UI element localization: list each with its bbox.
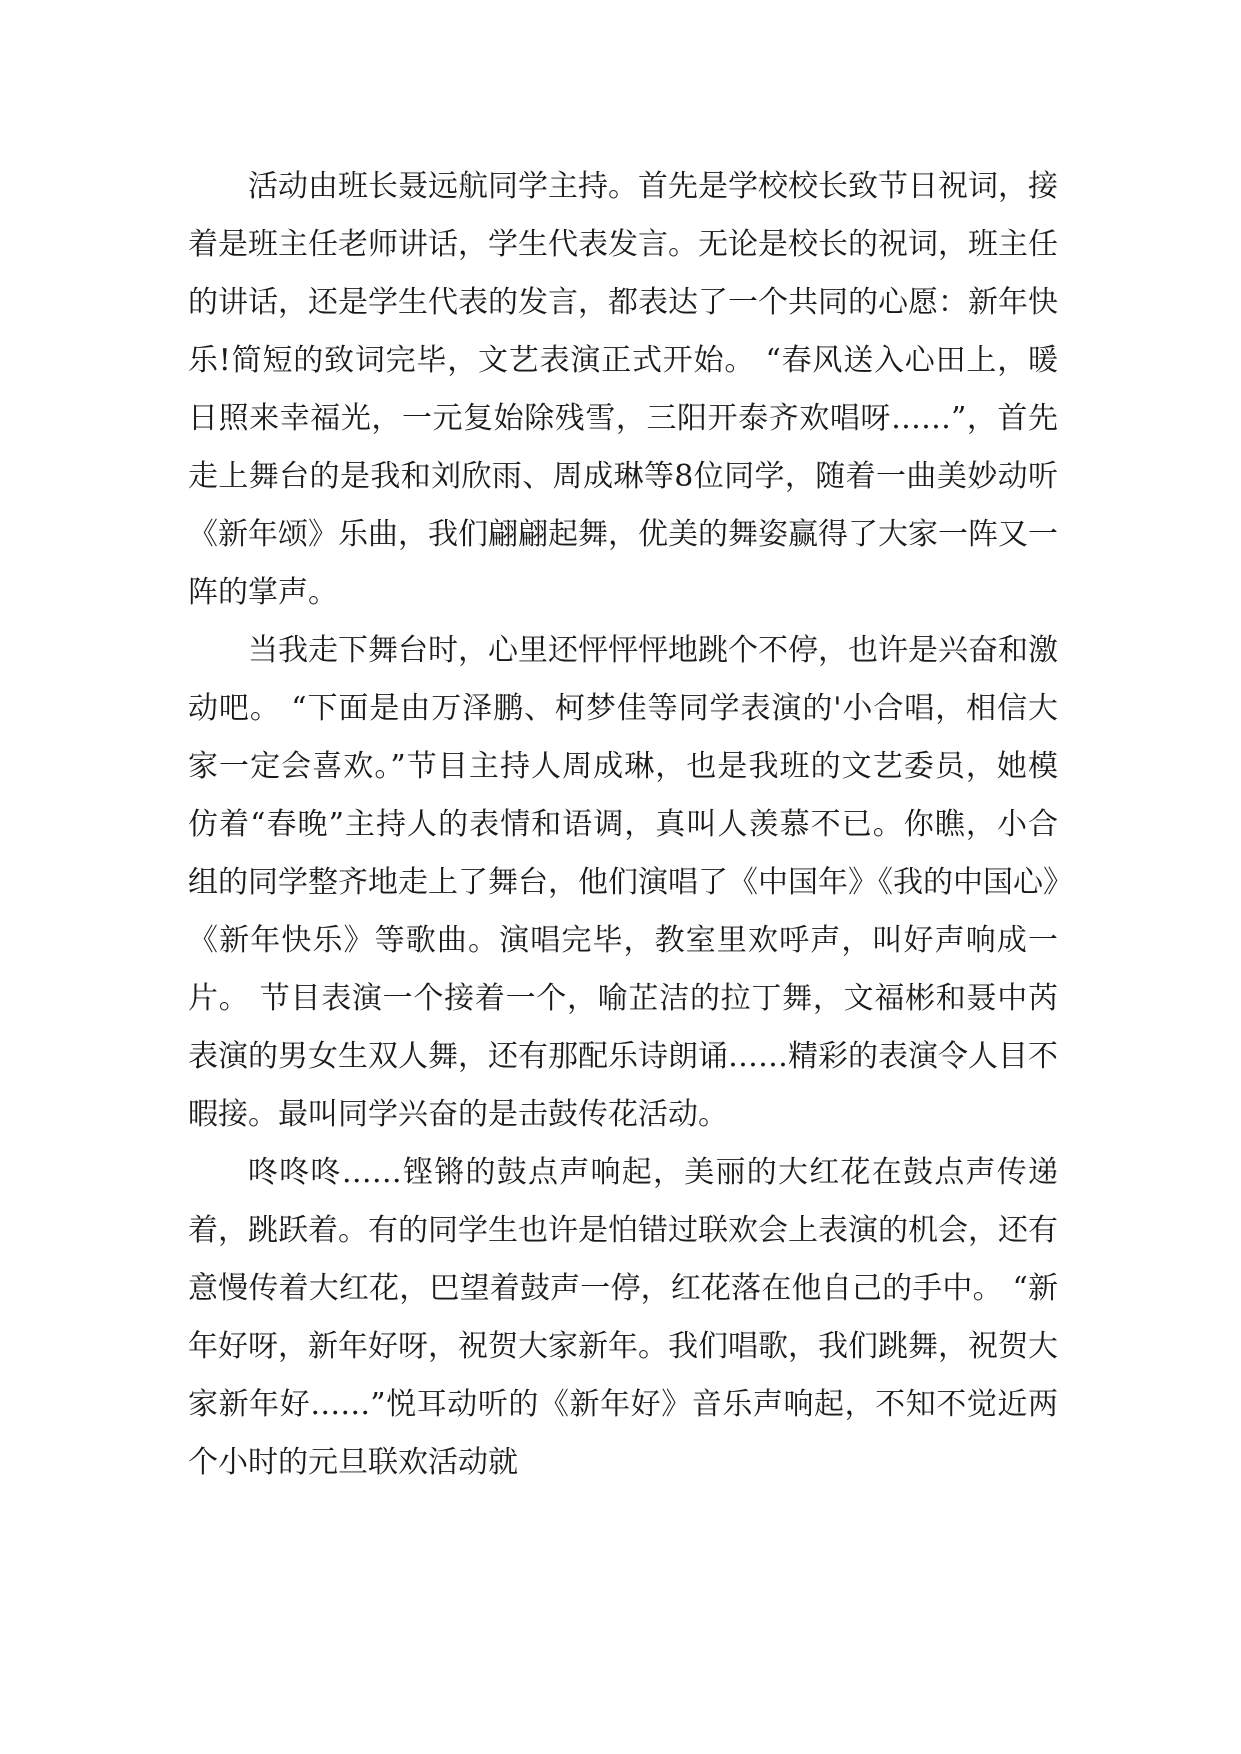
paragraph-2: 当我走下舞台时，心里还怦怦怦地跳个不停，也许是兴奋和激动吧。 “下面是由万泽鹏、柯梦佳等同学表演的'小合唱，相信大家一定会喜欢。”节目主持人周成琳，也是我班的文艺委员，她模仿着“春晚”主持人的表情和语调，真叫人羡慕不已。你瞧，小合组的同学整齐地走上了舞台，他们演唱了《中国年》《我的中国心》《新年快乐》等歌曲。演唱完毕，教室里欢呼声，叫好声响成一片。 节目表演一个接着一个，喻芷洁的拉丁舞，文福彬和聂中芮表演的男女生双人舞，还有那配乐诗朗诵……精彩的表演令人目不暇接。最叫同学兴奋的是击鼓传花活动。 [188,633,1058,1132]
paragraph-1: 活动由班长聂远航同学主持。首先是学校校长致节日祝词，接着是班主任老师讲话，学生代表发言。无论是校长的祝词，班主任的讲话，还是学生代表的发言，都表达了一个共同的心愿：新年快乐!简短的致词完毕，文艺表演正式开始。 “春风送入心田上，暖日照来幸福光，一元复始除残雪，三阳开泰齐欢唱呀……”，首先走上舞台的是我和刘欣雨、周成琳等8位同学，随着一曲美妙动听《新年颂》乐曲，我们翩翩起舞，优美的舞姿赢得了大家一阵又一阵的掌声。 [188,169,1058,610]
paragraph-3: 咚咚咚……铿锵的鼓点声响起，美丽的大红花在鼓点声传递着，跳跃着。有的同学生也许是怕错过联欢会上表演的机会，还有意慢传着大红花，巴望着鼓声一停，红花落在他自己的手中。 “新年好呀，新年好呀，祝贺大家新年。我们唱歌，我们跳舞，祝贺大家新年好……”悦耳动听的《新年好》音乐声响起，不知不觉近两个小时的元旦联欢活动就 [188,1155,1058,1480]
body-text [188,158,1058,1492]
